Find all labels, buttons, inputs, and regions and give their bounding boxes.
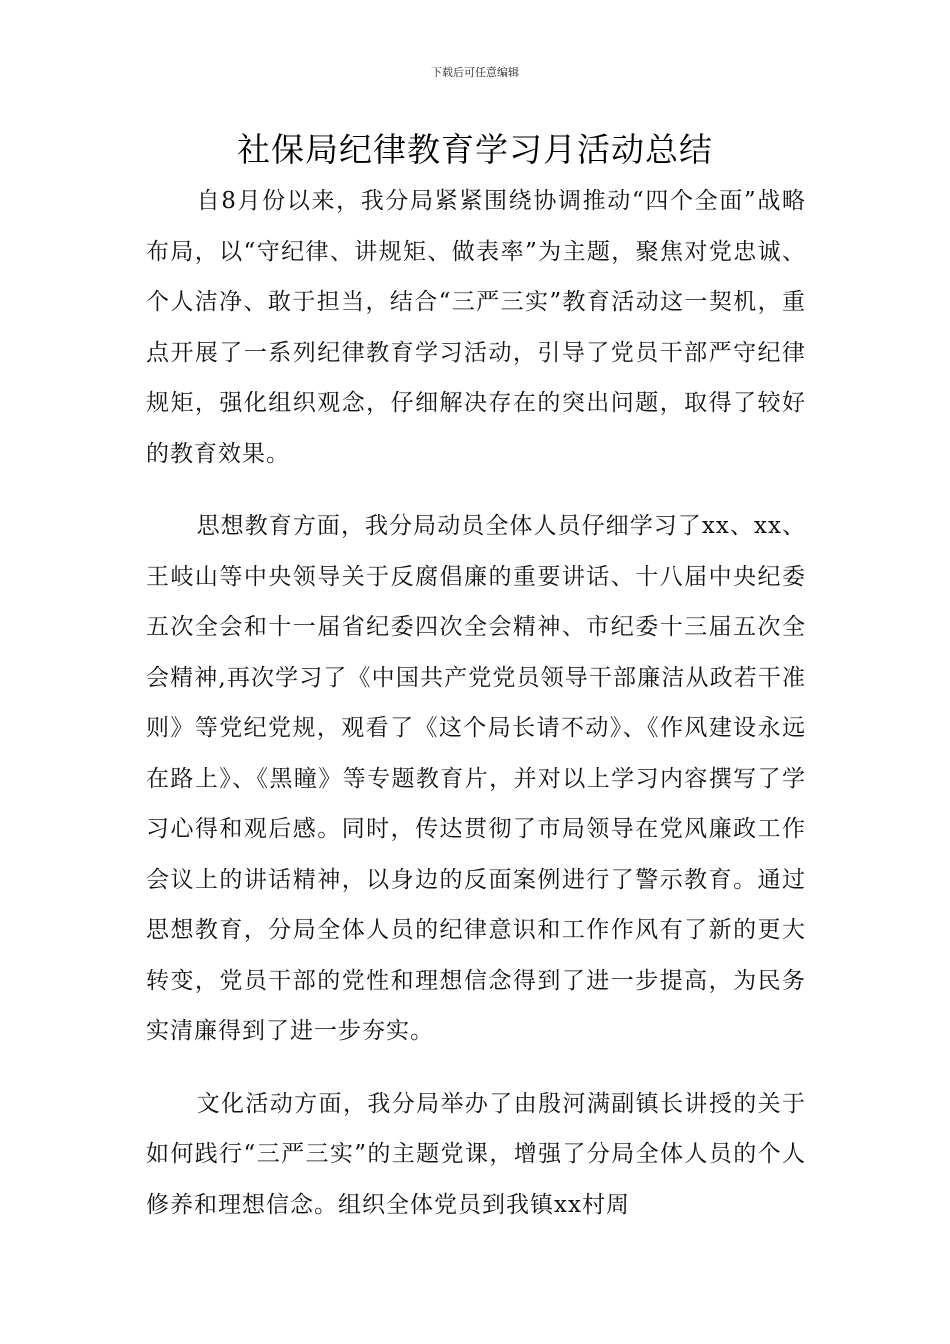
document-title: 社保局纪律教育学习月活动总结 (237, 130, 713, 169)
paragraph-intro: 自8月份以来，我分局紧紧围绕协调推动“四个全面”战略布局，以“守纪律、讲规矩、做表率”为主题，聚焦对党忠诚、个人洁净、敢于担当，结合“三严三实”教育活动这一契机，重点开展了一系列纪律教育学习活动，引导了党员干部严守纪律规矩，强化组织观念，仔细解决存在的突出问题，取得了较好的教育效果。 (146, 188, 806, 467)
paragraph-cultural-activities: 文化活动方面，我分局举办了由殷河满副镇长讲授的关于如何践行“三严三实”的主题党课，增强了分局全体人员的个人修养和理想信念。组织全体党员到我镇xx村周 (146, 1090, 806, 1218)
header-note: 下载后可任意编辑 (431, 66, 519, 79)
paragraph-ideological-education: 思想教育方面，我分局动员全体人员仔细学习了xx、xx、王岐山等中央领导关于反腐倡廉的重要讲话、十八届中央纪委五次全会和十一届省纪委四次全会精神、市纪委十三届五次全会精神,再次学习了《中国共产党党员领导干部廉洁从政若干准则》等党纪党规，观看了《这个局长请不动》、《作风建设永远在路上》、《黑瞳》等专题教育片，并对以上学习内容撰写了学习心得和观后感。同时，传达贯彻了市局领导在党风廉政工作会议上的讲话精神，以身边的反面案例进行了警示教育。通过思想教育，分局全体人员的纪律意识和工作作风有了新的更大转变，党员干部的党性和理想信念得到了进一步提高，为民务实清廉得到了进一步夯实。 (146, 513, 806, 1044)
document-body (146, 176, 806, 1230)
